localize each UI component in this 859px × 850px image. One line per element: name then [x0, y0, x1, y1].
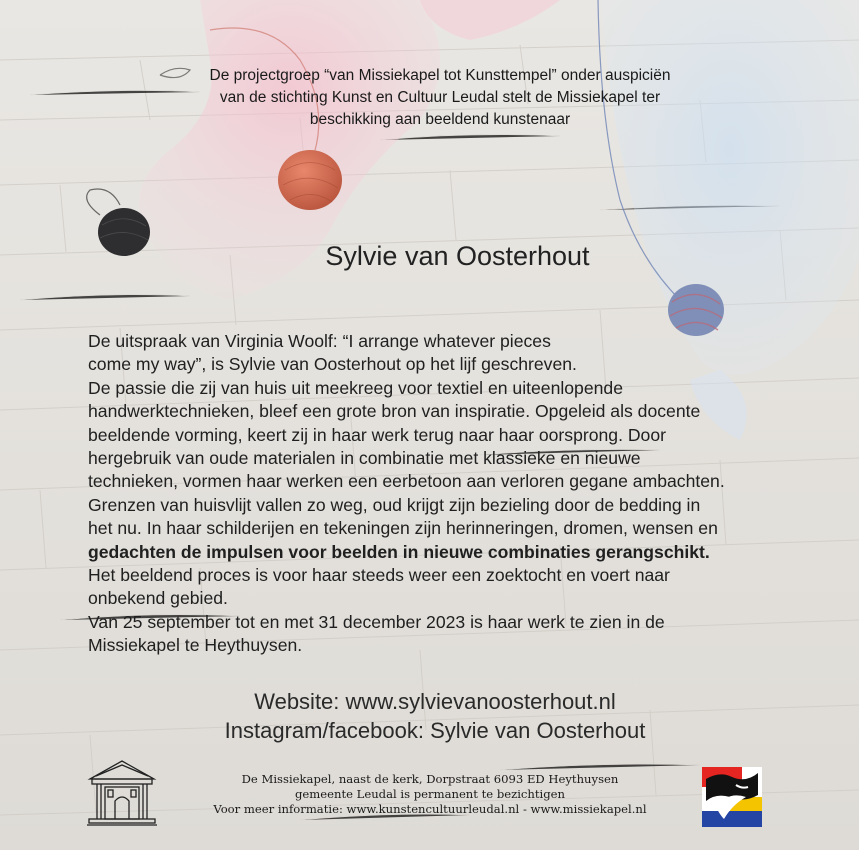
body-line: onbekend gebied.: [88, 588, 228, 609]
chapel-logo-icon: [86, 757, 158, 827]
social-media-text: Instagram/facebook: Sylvie van Oosterhout: [224, 718, 646, 743]
body-line: come my way”, is Sylvie van Oosterhout op het lijf geschreven.: [88, 354, 577, 375]
website-link[interactable]: Website: www.sylvievanoosterhout.nl: [254, 689, 616, 714]
intro-text: [150, 65, 730, 131]
body-line: Grenzen van huisvlijt vallen zo weg, oud krijgt zijn bezieling door de bedding in: [88, 494, 701, 515]
description-text: [88, 330, 828, 658]
links-block: [150, 687, 720, 745]
body-line: technieken, vormen haar werken een eerbetoon aan verloren gegane ambachten.: [88, 471, 725, 492]
intro-line: De projectgroep “van Missiekapel tot Kunsttempel” onder auspiciën: [209, 67, 671, 84]
footer-visiting: gemeente Leudal is permanent te bezichtigen: [294, 787, 566, 801]
body-line: beeldende vorming, keert zij in haar werk terug naar haar oorsprong. Door: [88, 424, 666, 445]
footer-address: De Missiekapel, naast de kerk, Dorpstraat 6093 ED Heythuysen: [241, 772, 619, 786]
body-line: Missiekapel te Heythuysen.: [88, 635, 303, 656]
artist-name: Sylvie van Oosterhout: [325, 241, 590, 271]
body-line: handwerktechnieken, bleef een grote bron van inspiratie. Opgeleid als docente: [88, 401, 701, 422]
body-line-bold: gedachten de impulsen voor beelden in nieuwe combinaties gerangschikt.: [88, 541, 710, 562]
footer-info: [175, 772, 685, 817]
body-line: Van 25 september tot en met 31 december 2023 is haar werk te zien in de: [88, 611, 665, 632]
body-line: hergebruik van oude materialen in combinatie met klassieke en nieuwe: [88, 448, 641, 469]
intro-line: beschikking aan beeldend kunstenaar: [309, 111, 571, 128]
kunst-cultuur-leudal-logo-icon: [702, 767, 762, 827]
body-line: De passie die zij van huis uit meekreeg voor textiel en uiteenlopende: [88, 377, 623, 398]
intro-line: van de stichting Kunst en Cultuur Leudal stelt de Missiekapel ter: [219, 89, 661, 106]
body-line: De uitspraak van Virginia Woolf: “I arrange whatever pieces: [88, 331, 551, 351]
body-line: het nu. In haar schilderijen en tekeningen zijn herinneringen, dromen, wensen en: [88, 518, 718, 539]
footer-more-info-links[interactable]: Voor meer informatie: www.kunstencultuurleudal.nl - www.missiekapel.nl: [213, 802, 647, 816]
body-line: Het beeldend proces is voor haar steeds weer een zoektocht en voert naar: [88, 565, 670, 586]
